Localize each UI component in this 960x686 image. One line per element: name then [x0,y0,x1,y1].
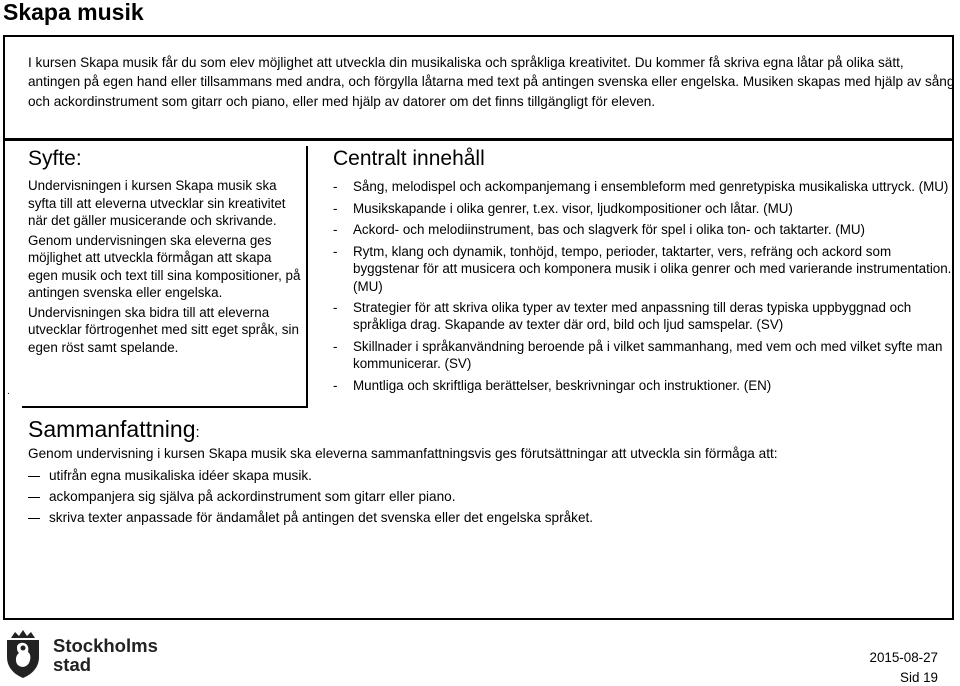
list-item-text: Ackord- och melodiinstrument, bas och slagverk för spel i olika ton- och taktarter. (MU) [353,222,866,238]
list-item [333,243,959,295]
logo-line-1: Stockholms [53,635,158,656]
dash-marker: - [333,244,338,260]
dash-marker [28,476,40,477]
list-item-text: Sång, melodispel och ackompanjemang i ensembleform med genretypiska musikaliska uttryck. (MU) [353,179,949,194]
list-item [333,178,959,195]
list-item [333,377,959,394]
centralt-heading: Centralt innehåll [333,147,485,170]
syfte-paragraph: Undervisningen i kursen Skapa musik ska syfta till att eleverna utvecklar sin kreativitet när det gäller musicerande och skrivande. [28,178,286,228]
centralt-list [333,178,959,399]
list-item [333,299,959,333]
list-item-text: Muntliga och skriftliga berättelser, beskrivningar och instruktioner. (EN) [353,378,772,394]
list-item-text: skriva texter anpassade för ändamålet på antingen det svenska eller det engelska språket. [49,510,594,525]
dash-marker: - [333,339,338,355]
sammanfattning-list [28,467,593,530]
intro-text: I kursen Skapa musik får du som elev möjlighet att utveckla din musikaliska och språkliga kreativitet. Du kommer få skriva egna låtar på olika sätt, antingen på egen hand eller tillsammans med andra, och förgylla låtarna med text på antingen svenska eller engelska. Musiken skapas med hjälp av sång och ackordinstrument som gitarr och piano, eller med hjälp av datorer om det finns tillgängligt för eleven. [28,55,955,109]
dash-marker: - [333,179,338,194]
dash-marker: - [333,200,338,216]
syfte-body [28,177,304,358]
sammanfattning-heading [28,414,200,448]
syfte-paragraph: Genom undervisningen ska eleverna ges möjlighet att utveckla förmågan att skapa egen musik och text till sina kompositioner, på antingen svenska eller engelska. [28,232,301,300]
syfte-heading: Syfte: [28,147,82,170]
list-item-text: utifrån egna musikaliska idéer skapa musik. [49,468,312,483]
list-item-text: Skillnader i språkanvändning beroende på i vilket sammanhang, med vem och med vilket syfte man kommunicerar. (SV) [353,339,943,372]
footer-date: 2015-08-27 [869,650,938,665]
logo-line-2: stad [53,654,92,675]
dash-marker: - [333,378,338,394]
list-item-text: Strategier för att skriva olika typer av texter med anpassning till deras typiska uppbyggnad och språkliga drag. Skapande av texter där ord, bild och ljud samspelar. (SV) [353,300,912,333]
list-item-text: ackompanjera sig själva på ackordinstrument som gitarr eller piano. [49,489,456,504]
sammanfattning-intro: Genom undervisning i kursen Skapa musik ska eleverna sammanfattningsvis ges förutsättningar att utveckla sin förmåga att: [28,446,778,461]
syfte-paragraph: Undervisningen ska bidra till att eleverna utvecklar förtrogenhet med sitt eget språk, sin egen röst samt spelande. [28,304,299,355]
list-item [333,200,959,217]
list-item [28,488,593,506]
dash-marker [28,497,40,498]
sammanfattning-heading-text: Sammanfattning [28,416,196,442]
dash-marker [28,518,40,519]
list-item [333,221,959,238]
list-item-text: Musikskapande i olika genrer, t.ex. visor, ljudkompositioner och låtar. (MU) [353,200,793,216]
page-number: Sid 19 [900,670,938,685]
sammanfattning-heading-colon: : [195,424,200,441]
page-title: Skapa musik [3,0,144,25]
logo-text [53,636,158,674]
list-item [28,509,593,527]
list-item [333,338,959,372]
list-item [28,467,593,485]
list-item-text: Rytm, klang och dynamik, tonhöjd, tempo, perioder, taktarter, vers, refräng och ackord som byggstenar för att musicera och komponera musik i olika genrer och med varierande instrumentation.(MU) [353,244,952,294]
dash-marker: - [333,222,338,238]
dash-marker: - [333,300,338,316]
stray-mark: . [7,386,10,397]
